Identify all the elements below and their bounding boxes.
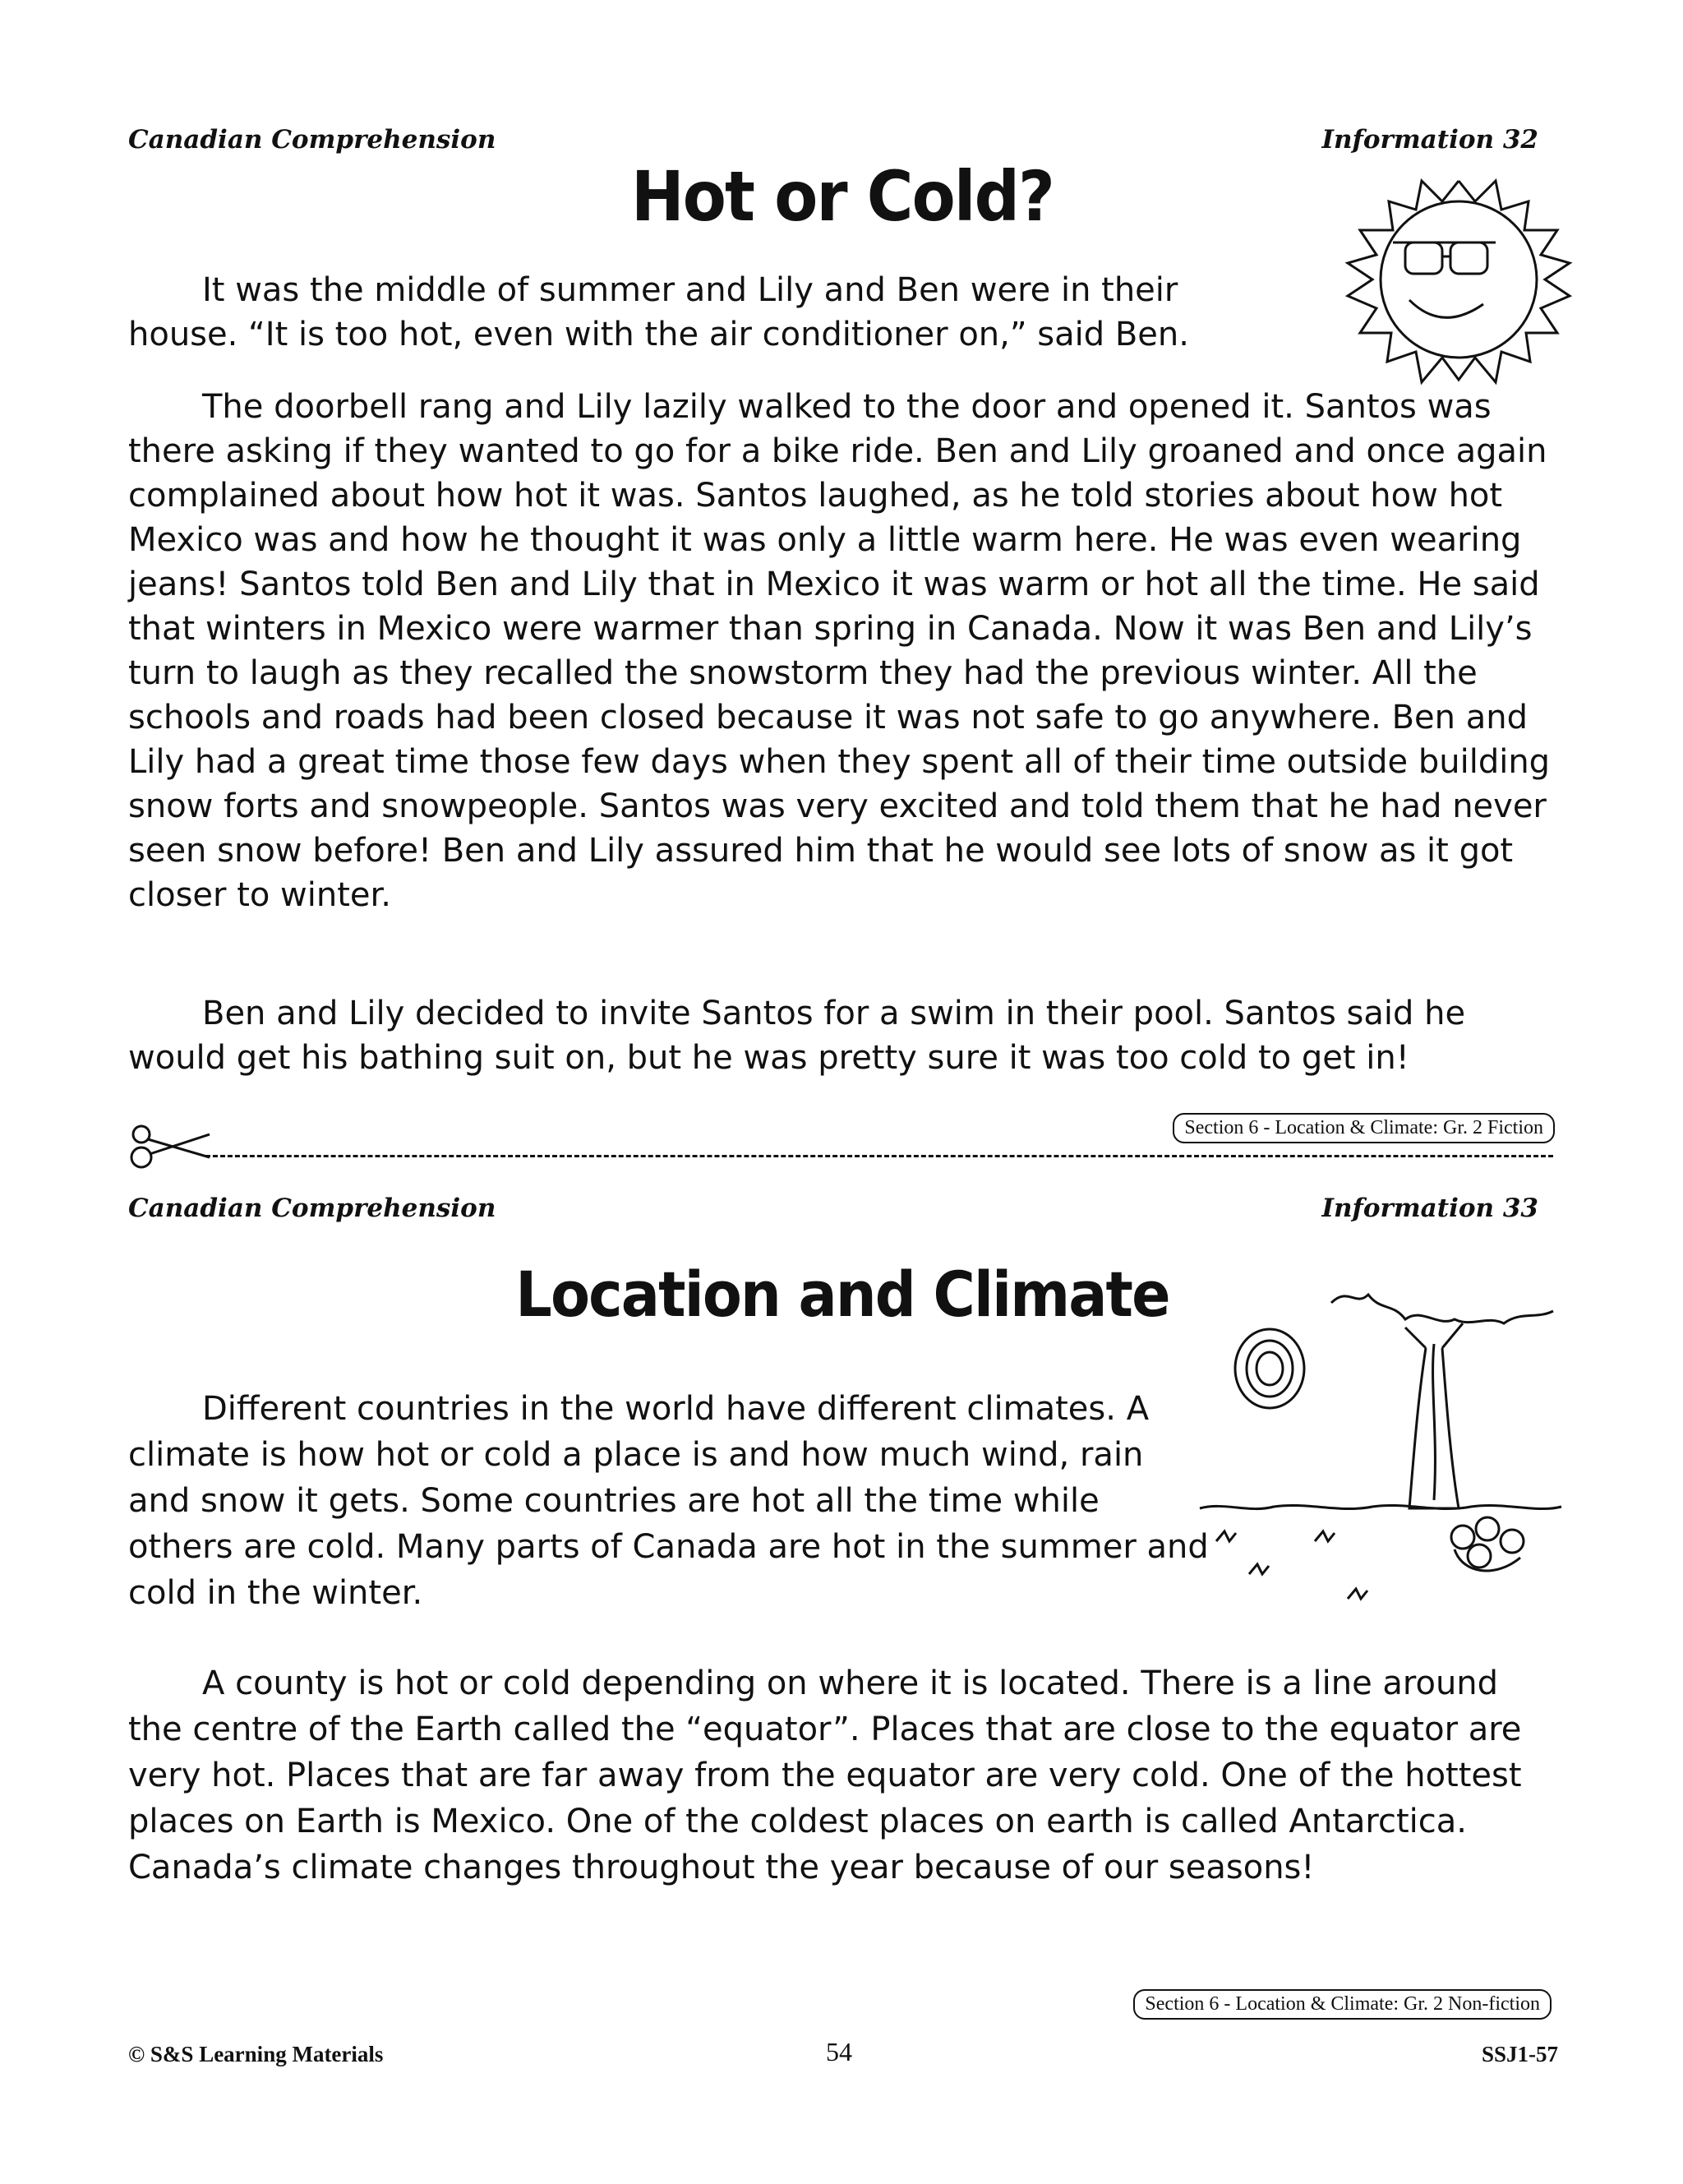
scissors-icon (123, 1118, 214, 1175)
story-paragraph-3: Ben and Lily decided to invite Santos for a swim in their pool. Santos said he would get his bathing suit on, but he was pretty sure it was too cold to get in! (128, 995, 1466, 1077)
article-paragraph-1: Different countries in the world have different climates. A climate is how hot or cold a place is and how much wind, rain and snow it gets. Some countries are hot all the time while others are cold. Many parts of Canada are hot in the summer and cold in the winter. (128, 1390, 1209, 1612)
product-code: SSJ1-57 (1481, 2042, 1558, 2066)
story-title: Hot or Cold? (630, 156, 1054, 237)
page-number: 54 (826, 2037, 852, 2066)
article-paragraph-2: A county is hot or cold depending on where it is located. There is a line around the centre of the Earth called the “equator”. Places that are close to the equator are very hot. Places that are far away from the equator are very cold. One of the hottest places on Earth is Mexico. One of the coldest places on earth is called Antarctica. Canada’s climate changes throughout the year because of our seasons! (128, 1665, 1522, 1886)
section-tag-nonfiction: Section 6 - Location & Climate: Gr. 2 Non-fiction (1133, 1989, 1552, 2020)
header-info-number-2: Information 33 (1321, 1194, 1538, 1223)
header-series-title-2: Canadian Comprehension (128, 1194, 496, 1223)
article-title: Location and Climate (515, 1258, 1169, 1331)
copyright-text: © S&S Learning Materials (128, 2042, 384, 2066)
header-info-number: Information 32 (1321, 125, 1538, 155)
cut-line (205, 1155, 1553, 1157)
section-tag-fiction: Section 6 - Location & Climate: Gr. 2 Fiction (1173, 1113, 1555, 1143)
story-paragraph-2: The doorbell rang and Lily lazily walked to the door and opened it. Santos was there asking if they wanted to go for a bike ride. Ben and Lily groaned and once again complained about how hot it was. Santos laughed, as he told stories about how hot Mexico was and how he thought it was only a little warm here. He was even wearing jeans! Santos told Ben and Lily that in Mexico it was warm or hot all the time. He said that winters in Mexico were warmer than spring in Canada. Now it was Ben and Lily’s turn to laugh as they recalled the snowstorm they had the previous winter. All the schools and roads had been closed because it was not safe to go anywhere. Ben and Lily had a great time those few days when they spent all of their time outside building snow forts and snowpeople. Santos was very excited and told them that he had never seen snow before! Ben and Lily assured him that he would see lots of snow as it got closer to winter. (128, 388, 1551, 914)
sun-with-sunglasses-illustration (1319, 164, 1598, 419)
tree-and-sun-illustration (1192, 1270, 1578, 1615)
header-series-title: Canadian Comprehension (128, 125, 496, 155)
story-paragraph-1: It was the middle of summer and Lily and Ben were in their house. “It is too hot, even with the air conditioner on,” said Ben. (128, 271, 1189, 353)
